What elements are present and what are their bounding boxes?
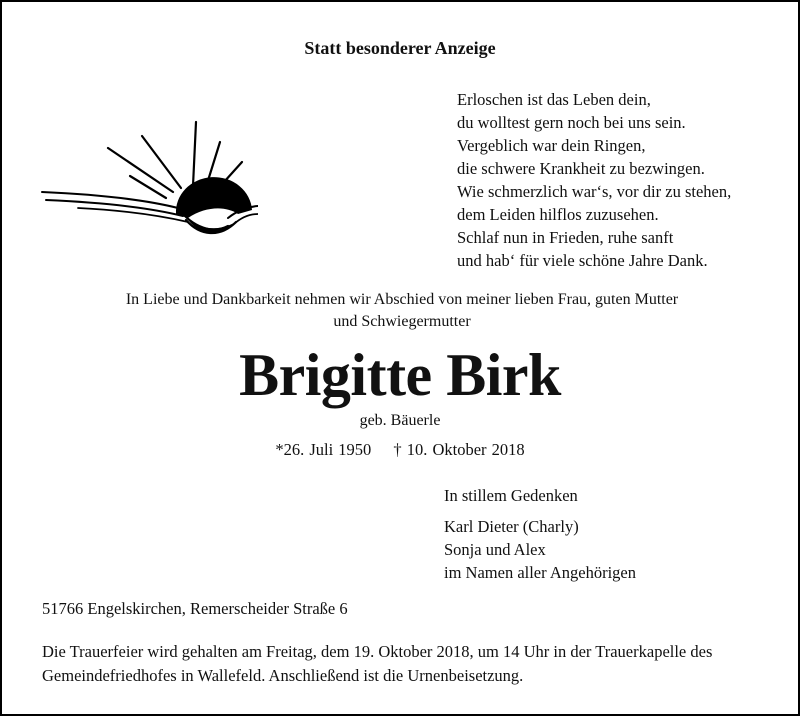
intro-line: In Liebe und Dankbarkeit nehmen wir Abschied von meiner lieben Frau, guten Mutter [125,291,679,308]
poem-line: Vergeblich war dein Ringen, [457,136,646,155]
memorial-signature [444,484,636,584]
poem-line: dem Leiden hilflos zuzusehen. [457,205,659,224]
life-dates [2,440,798,460]
signer: Karl Dieter (Charly) [444,517,579,536]
intro-line: und Schwiegermutter [333,313,471,330]
death-date: † 10. Oktober 2018 [393,440,525,459]
birth-name: geb. Bäuerle [359,412,441,429]
notice-header: Statt besonderer Anzeige [304,38,496,58]
memory-heading: In stillem Gedenken [444,486,578,505]
deceased-name: Brigitte Birk [239,342,561,408]
poem-line: Erloschen ist das Leben dein, [457,90,651,109]
poem-line: Wie schmerzlich war‘s, vor dir zu stehen, [457,182,732,201]
farewell-intro [42,289,762,333]
poem-line: die schwere Krankheit zu bezwingen. [457,159,705,178]
birth-date: *26. Juli 1950 [275,440,372,459]
ceremony-info: Die Trauerfeier wird gehalten am Freitag, dem 19. Oktober 2018, um 14 Uhr in der Trauerkapelle des Gemeindefriedhofes in Wallefeld. Anschließend ist die Urnenbeisetzung. [42,642,713,685]
poem [457,88,731,272]
family-address: 51766 Engelskirchen, Remerscheider Straße 6 [42,599,348,618]
signer: im Namen aller Angehörigen [444,563,636,582]
poem-line: du wolltest gern noch bei uns sein. [457,113,686,132]
poem-line: und hab‘ für viele schöne Jahre Dank. [457,251,708,270]
signer: Sonja und Alex [444,540,546,559]
poem-line: Schlaf nun in Frieden, ruhe sanft [457,228,674,247]
sunrise-icon [38,114,258,244]
signers-list [444,515,636,584]
